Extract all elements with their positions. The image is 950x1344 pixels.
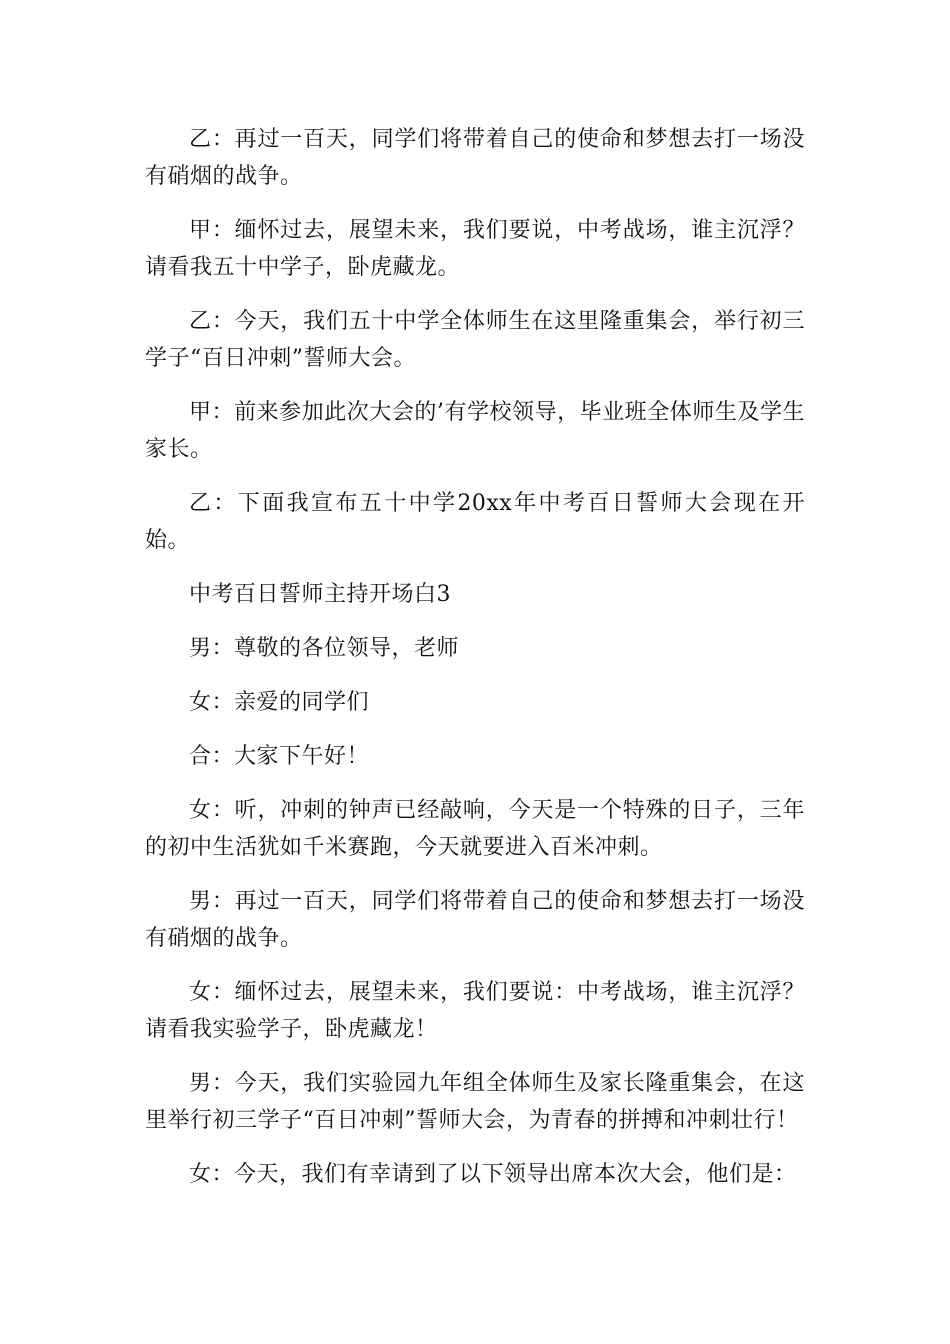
paragraph: 乙：再过一百天，同学们将带着自己的使命和梦想去打一场没有硝烟的战争。 <box>145 127 805 189</box>
paragraph: 女：今天，我们有幸请到了以下领导出席本次大会，他们是： <box>189 1162 797 1187</box>
paragraph: 乙：今天，我们五十中学全体师生在这里隆重集会，举行初三学子“百日冲刺”誓师大会。 <box>145 309 805 371</box>
paragraph: 女：缅怀过去，展望未来，我们要说：中考战场，谁主沉浮？请看我实验学子，卧虎藏龙！ <box>145 980 805 1042</box>
paragraph: 男：再过一百天，同学们将带着自己的使命和梦想去打一场没有硝烟的战争。 <box>145 889 805 951</box>
paragraph: 男：今天，我们实验园九年组全体师生及家长隆重集会，在这里举行初三学子“百日冲刺”誓师大会，为青春的拼搏和冲刺壮行！ <box>145 1071 805 1133</box>
document-body <box>145 121 805 1210</box>
paragraph: 女：听，冲刺的钟声已经敲响，今天是一个特殊的日子，三年的初中生活犹如千米赛跑，今天就要进入百米冲刺。 <box>145 798 805 860</box>
paragraph: 乙：下面我宣布五十中学20xx年中考百日誓师大会现在开始。 <box>145 491 805 553</box>
section-heading: 中考百日誓师主持开场白3 <box>189 582 451 607</box>
paragraph: 合：大家下午好！ <box>189 744 370 769</box>
paragraph: 女：亲爱的同学们 <box>189 690 370 715</box>
paragraph: 甲：前来参加此次大会的’有学校领导，毕业班全体师生及学生家长。 <box>145 400 805 462</box>
paragraph: 甲：缅怀过去，展望未来，我们要说，中考战场，谁主沉浮？请看我五十中学子，卧虎藏龙。 <box>145 218 805 280</box>
paragraph: 男：尊敬的各位领导，老师 <box>189 636 460 661</box>
